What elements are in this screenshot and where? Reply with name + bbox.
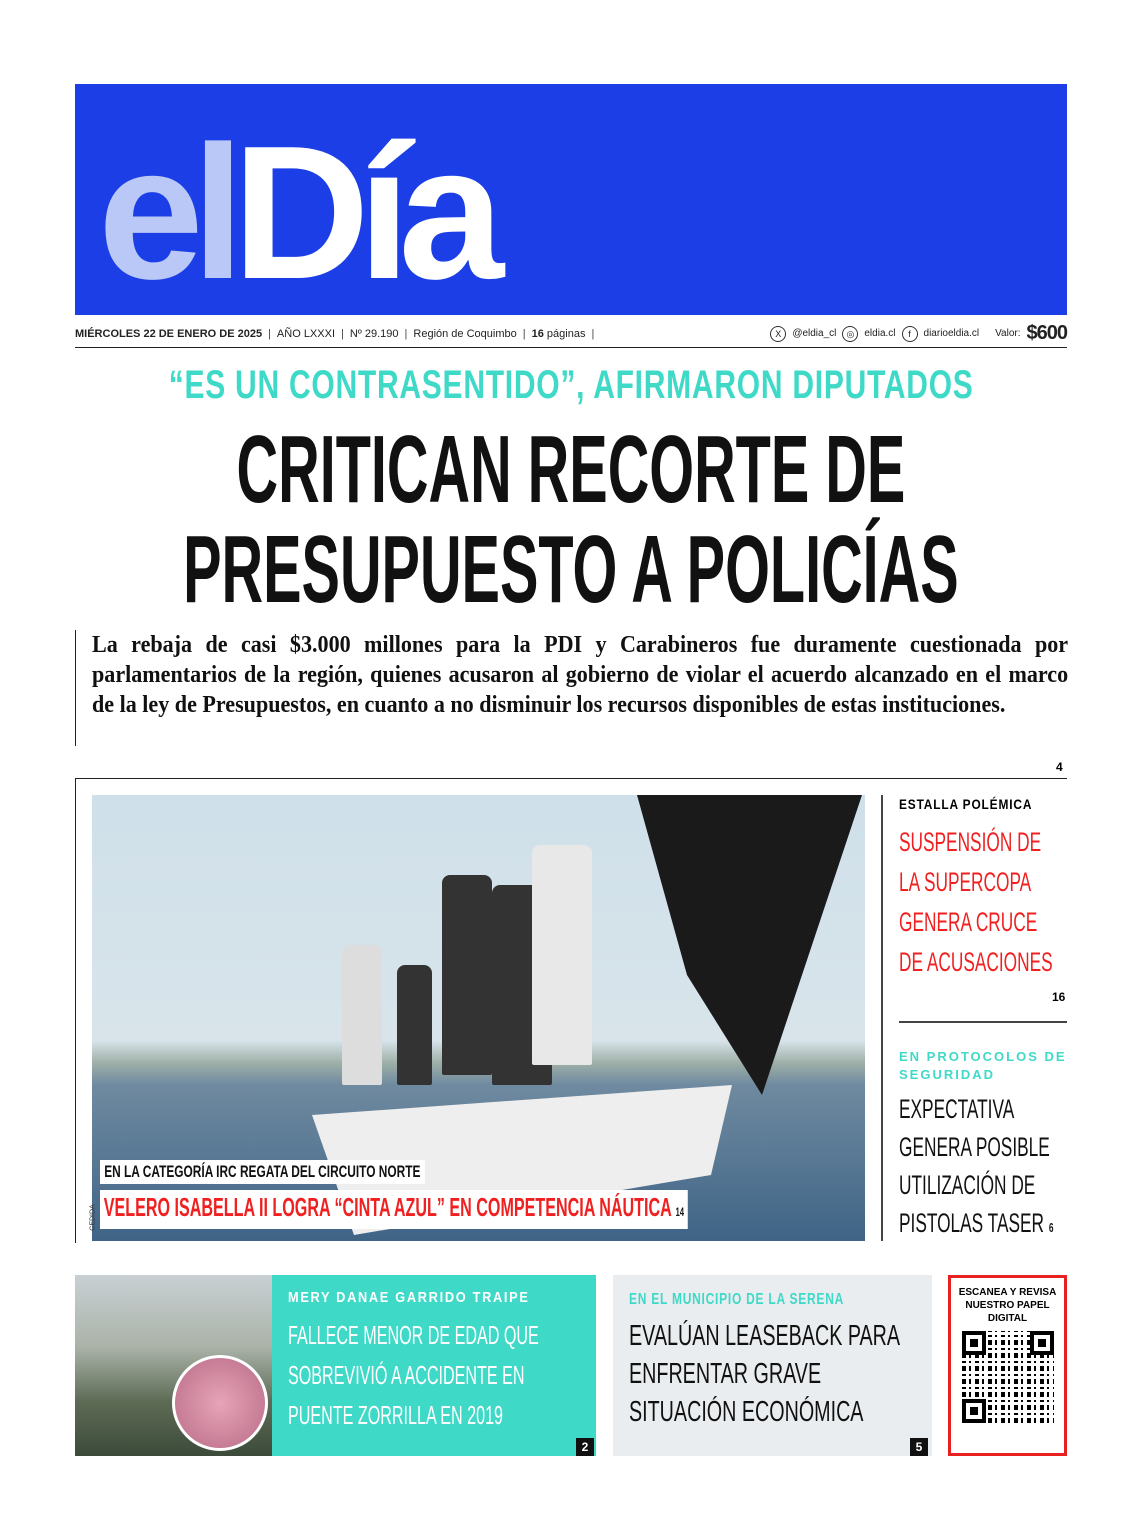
- main-page-ref: 4: [1056, 760, 1063, 774]
- photo-kicker: EN LA CATEGORÍA IRC REGATA DEL CIRCUITO NORTE: [100, 1160, 425, 1184]
- divider: [75, 630, 76, 746]
- divider: [75, 778, 76, 1243]
- photo-page-ref: 14: [675, 1205, 684, 1219]
- bottom1-page-ref: 2: [576, 1438, 594, 1456]
- instagram-icon: ◎: [842, 326, 858, 342]
- side2-page-ref: 6: [1048, 1220, 1054, 1235]
- divider: [881, 795, 883, 1241]
- info-bar: MIÉRCOLES 22 DE ENERO DE 2025 | AÑO LXXXI | Nº 29.190 | Región de Coquimbo | 16 páginas | X @eldia_cl ◎ eldia.cl f diarioeldia.cl Valor: $600: [75, 320, 1067, 348]
- facebook-handle[interactable]: diarioeldia.cl: [923, 328, 980, 339]
- bottom2-headline: EVALÚAN LEASEBACK PARA ENFRENTAR GRAVE SITUACIÓN ECONÓMICA: [629, 1320, 899, 1428]
- side1-page-ref: 16: [1052, 990, 1066, 1004]
- price-label: Valor:: [995, 328, 1021, 339]
- issue-year: AÑO LXXXI: [276, 327, 335, 340]
- photo-headline: VELERO ISABELLA II LOGRA “CINTA AZUL” EN COMPETENCIA NÁUTICA 14: [100, 1190, 688, 1229]
- pages-label: páginas: [546, 327, 586, 340]
- issue-number: Nº 29.190: [349, 327, 399, 340]
- side1-headline: SUSPENSIÓN DE LA SUPERCOPA GENERA CRUCE DE ACUSACIONES: [899, 827, 1053, 977]
- side2-headline: EXPECTATIVA GENERA POSIBLE UTILIZACIÓN DE PISTOLAS TASER 6: [899, 1094, 1054, 1238]
- logo: elDía: [98, 107, 493, 319]
- bottom1-kicker: MERY DANAE GARRIDO TRAIPE: [288, 1289, 530, 1306]
- bottom-story-2: [613, 1275, 932, 1456]
- victim-inset-photo: [172, 1355, 268, 1451]
- bottom2-kicker: EN EL MUNICIPIO DE LA SERENA: [629, 1291, 845, 1308]
- instagram-handle[interactable]: eldia.cl: [864, 328, 896, 339]
- twitter-handle[interactable]: @eldia_cl: [792, 328, 837, 339]
- bottom2-page-ref: 5: [910, 1438, 928, 1456]
- qr-text: ESCANEA Y REVISA NUESTRO PAPEL DIGITAL: [958, 1287, 1057, 1324]
- main-kicker: “ES UN CONTRASENTIDO”, AFIRMARON DIPUTADOS: [168, 363, 974, 407]
- main-headline: CRITICAN RECORTE DE PRESUPUESTO A POLICÍAS: [183, 416, 959, 623]
- qr-box: [948, 1275, 1067, 1456]
- side1-kicker: ESTALLA POLÉMICA: [899, 796, 1033, 812]
- main-lead: La rebaja de casi $3.000 millones para la PDI y Carabineros fue duramente cuestionada por parlamentarios de la región, quienes acusaron al gobierno de violar el acuerdo alcanzado en el marco de la ley de Presupuestos, en cuanto a no disminuir los recursos disponibles de estas instituciones.: [92, 632, 1069, 718]
- bottom-story-1: [272, 1275, 596, 1456]
- qr-code[interactable]: [962, 1331, 1054, 1423]
- facebook-icon: f: [902, 326, 918, 342]
- bottom1-headline: FALLECE MENOR DE EDAD QUE SOBREVIVIÓ A ACCIDENTE EN PUENTE ZORRILLA EN 2019: [288, 1320, 539, 1430]
- side2-kicker: EN PROTOCOLOS DE SEGURIDAD: [899, 1049, 1067, 1082]
- social-links: [770, 322, 1067, 345]
- photo-credit: CEDIDA: [89, 1204, 97, 1231]
- divider: [75, 778, 1067, 779]
- region: Región de Coquimbo: [413, 327, 517, 340]
- price: $600: [1026, 322, 1067, 344]
- divider: [899, 1021, 1067, 1023]
- x-icon: X: [770, 326, 786, 342]
- page-count: 16: [531, 327, 544, 340]
- issue-date: MIÉRCOLES 22 DE ENERO DE 2025: [75, 327, 263, 340]
